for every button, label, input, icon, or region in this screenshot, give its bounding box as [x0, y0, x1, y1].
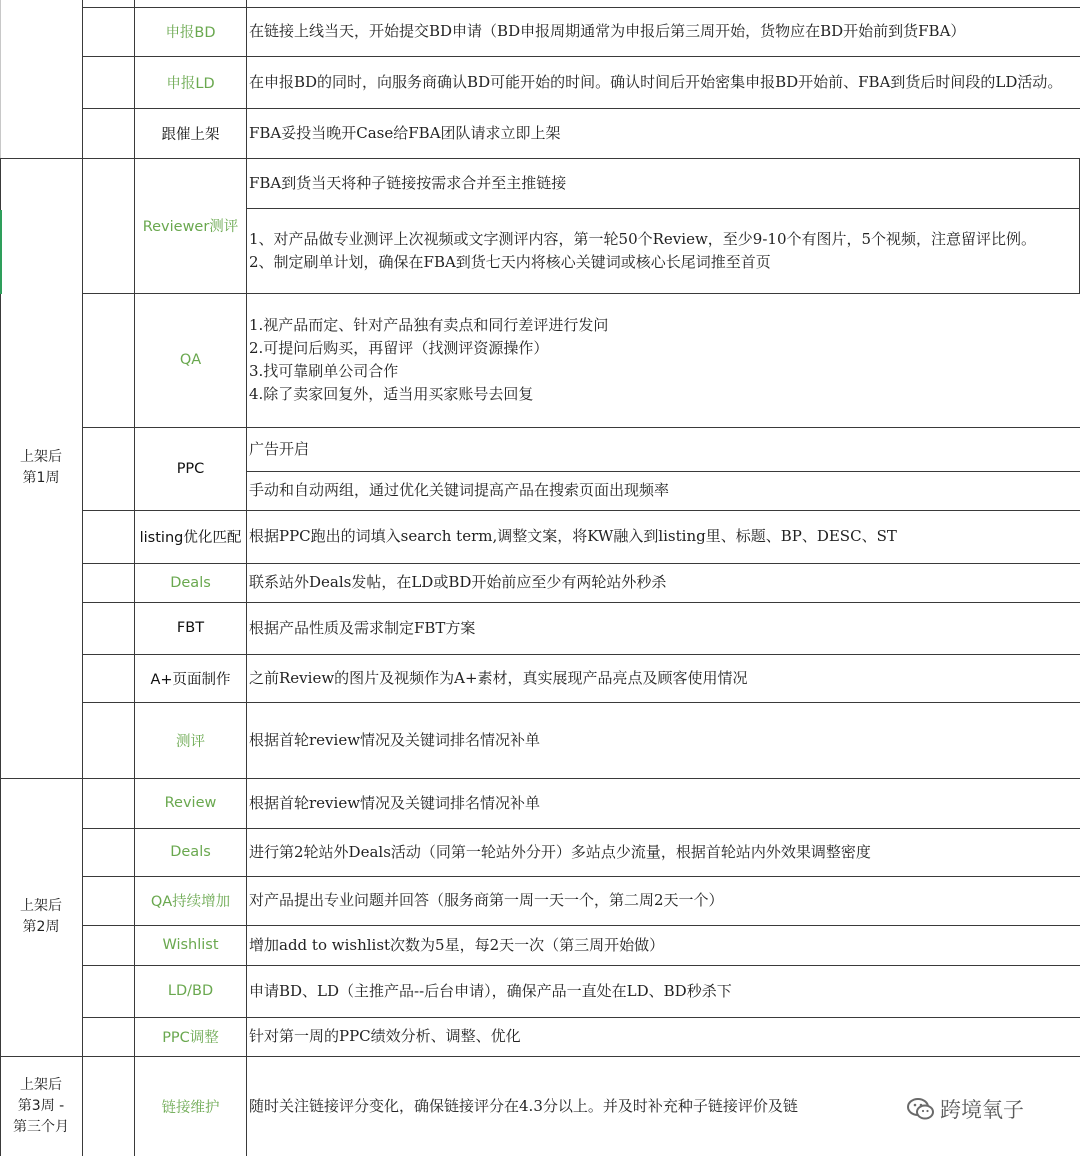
task-item: PPC调整 — [162, 1030, 219, 1046]
task-item: LD/BD — [167, 983, 214, 999]
task-description: 随时关注链接评分变化，确保链接评分在4.3分以上。并及时补充种子链接评价及链 — [249, 1096, 798, 1115]
task-item: QA持续增加 — [150, 894, 231, 910]
task-description: 申请BD、LD（主推产品--后台申请），确保产品一直处在LD、BD秒杀下 — [249, 981, 732, 1000]
task-item: A+页面制作 — [150, 671, 231, 688]
task-item: Deals — [170, 844, 211, 860]
grid-line — [0, 0, 1, 158]
task-description: 对产品提出专业问题并回答（服务商第一周一天一个，第二周2天一个） — [249, 891, 724, 909]
task-description: FBA到货当天将种子链接按需求合并至主推链接 — [249, 173, 567, 192]
task-item: 申报LD — [166, 75, 215, 92]
task-description: 联系站外Deals发帖，在LD或BD开始前应至少有两轮站外秒杀 — [249, 573, 667, 591]
task-item: PPC — [176, 460, 205, 477]
task-item: Wishlist — [162, 937, 219, 953]
task-item: Deals — [170, 574, 211, 591]
task-description: 在申报BD的同时，向服务商确认BD可能开始的时间。确认时间后开始密集申报BD开始前、FBA到货后时间段的LD活动。 — [249, 72, 1063, 91]
task-description: 根据首轮review情况及关键词排名情况补单 — [249, 730, 541, 749]
task-description: FBA妥投当晚开Case给FBA团队请求立即上架 — [249, 123, 561, 142]
task-item: Review — [164, 795, 217, 811]
task-item: 申报BD — [165, 25, 216, 41]
task-description: 1.视产品而定、针对产品独有卖点和同行差评进行发问 2.可提问后购买，再留评（找测评资源操作） 3.找可靠刷单公司合作 4.除了卖家回复外，适当用买家账号去回复 — [249, 316, 609, 403]
grid-line — [82, 0, 83, 1156]
wechat-icon — [906, 1094, 936, 1124]
task-description: 进行第2轮站外Deals活动（同第一轮站外分开）多站点少流量，根据首轮站内外效果调整密度 — [249, 842, 871, 861]
task-item: Reviewer测评 — [142, 219, 239, 235]
task-description: 广告开启 — [249, 439, 310, 458]
task-item: FBT — [176, 620, 205, 636]
watermark-text: 跨境氧子 — [940, 1098, 1024, 1122]
watermark — [906, 1094, 1024, 1124]
task-item: 跟催上架 — [161, 126, 220, 143]
week-label: 上架后 第3周 - 第三个月 — [13, 1076, 69, 1135]
selection-marker — [0, 210, 2, 294]
task-description: 在链接上线当天，开始提交BD申请（BD申报周期通常为申报后第三周开始，货物应在BD开始前到货FBA） — [249, 22, 966, 40]
task-description: 手动和自动两组，通过优化关键词提高产品在搜索页面出现频率 — [249, 481, 670, 499]
task-item: 链接维护 — [161, 1099, 220, 1116]
task-description: 针对第一周的PPC绩效分析、调整、优化 — [249, 1027, 521, 1045]
task-description: 根据PPC跑出的词填入search term,调整文案，将KW融入到listing里、标题、BP、DESC、ST — [249, 527, 897, 545]
week-label: 上架后 第2周 — [20, 898, 62, 935]
week-label: 上架后 第1周 — [20, 449, 62, 486]
task-description: 根据首轮review情况及关键词排名情况补单 — [249, 793, 541, 812]
task-description: 1、对产品做专业测评上次视频或文字测评内容，第一轮50个Review，至少9-10个有图片，5个视频，注意留评比例。 2、制定刷单计划，确保在FBA到货七天内将核心关键词或核心长尾词推至首页 — [249, 229, 1037, 271]
task-item: 测评 — [176, 733, 205, 750]
grid-line — [246, 0, 247, 1156]
task-description: 之前Review的图片及视频作为A+素材，真实展现产品亮点及顾客使用情况 — [249, 668, 748, 687]
task-item: QA — [179, 352, 202, 368]
task-item: listing优化匹配 — [139, 530, 242, 546]
task-description: 根据产品性质及需求制定FBT方案 — [249, 618, 476, 637]
task-description: 增加add to wishlist次数为5星，每2天一次（第三周开始做） — [249, 935, 665, 954]
